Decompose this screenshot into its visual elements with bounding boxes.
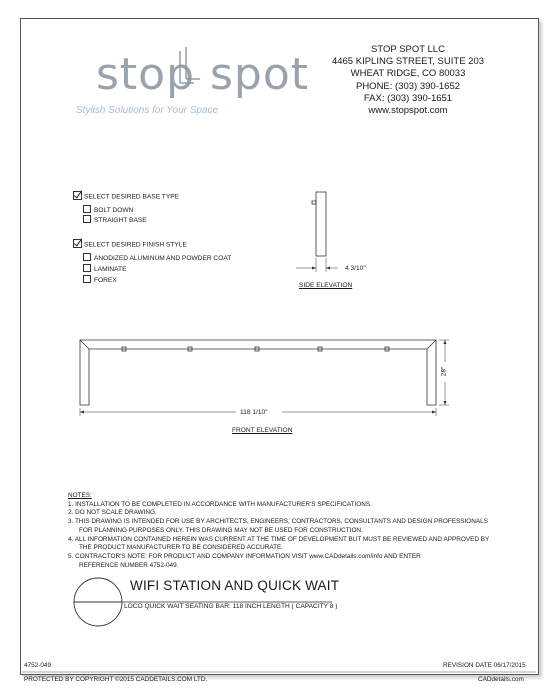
drawing-title: WIFI STATION AND QUICK WAIT bbox=[130, 578, 340, 593]
company-name: STOP SPOT LLC bbox=[371, 44, 445, 55]
drawing-subtitle: LOCO QUICK WAIT SEATING BAR: 118 INCH LENGTH ( CAPACITY 8 ) bbox=[124, 603, 338, 610]
front-elevation-caption: FRONT ELEVATION bbox=[232, 427, 293, 434]
logo-wordmark: stop spot bbox=[96, 49, 310, 100]
front-elevation-view bbox=[80, 340, 449, 416]
side-elevation-view bbox=[296, 192, 338, 272]
side-elevation-bracket bbox=[312, 201, 316, 204]
seating-bar-frame bbox=[80, 340, 436, 405]
finish-option-anodized[interactable]: ANODIZED ALUMINUM AND POWDER COAT bbox=[83, 254, 231, 262]
finish-style-header[interactable]: SELECT DESIRED FINISH STYLE bbox=[73, 240, 187, 249]
note-line: FOR PLANNING PURPOSES ONLY. THIS DRAWING MAY NOT BE USED FOR CONSTRUCTION. bbox=[79, 526, 363, 534]
side-elevation-caption: SIDE ELEVATION bbox=[299, 282, 353, 289]
company-address-line1: 4465 KIPLING STREET, SUITE 203 bbox=[331, 56, 485, 68]
caddetails-link[interactable]: CADdetails.com bbox=[478, 676, 524, 683]
notes-header: NOTES: bbox=[68, 492, 92, 499]
finish-option-laminate[interactable]: LAMINATE bbox=[83, 265, 127, 273]
notes-block bbox=[68, 492, 518, 570]
company-website: www.stopspot.com bbox=[368, 105, 448, 117]
company-fax: FAX: (303) 390-1651 bbox=[363, 92, 453, 104]
note-line: 2. DO NOT SCALE DRAWING. bbox=[68, 509, 157, 517]
base-type-header[interactable]: SELECT DESIRED BASE TYPE bbox=[73, 192, 179, 201]
revision-date: REVISION DATE 06/17/2015 bbox=[443, 662, 526, 669]
base-type-option-bolt-down[interactable]: BOLT DOWN bbox=[83, 206, 133, 214]
note-line: 3. THIS DRAWING IS INTENDED FOR USE BY ARCHITECTS, ENGINEERS, CONTRACTORS, CONSULTANTS AND DESIGN PROFESSIONALS bbox=[68, 518, 488, 526]
logo-tagline: Stylish Solutions for Your Space bbox=[76, 105, 219, 116]
side-elevation-dimension: 4 3/10" bbox=[345, 265, 366, 272]
note-line: 5. CONTRACTOR'S NOTE: FOR PRODUCT AND COMPANY INFORMATION VISIT www.CADdetails.com/info AND ENTER bbox=[68, 552, 421, 560]
drawing-number: 4752-049 bbox=[24, 662, 52, 669]
front-height-dimension: 28" bbox=[440, 366, 448, 377]
finish-option-forex[interactable]: FOREX bbox=[83, 276, 117, 284]
company-phone: PHONE: (303) 390-1652 bbox=[355, 80, 461, 92]
side-elevation-body bbox=[316, 192, 326, 256]
note-line: 4. ALL INFORMATION CONTAINED HEREIN WAS CURRENT AT THE TIME OF DEVELOPMENT BUT MUST BE REVIEWED AND APPROVED BY bbox=[68, 535, 490, 543]
front-width-dimension: 118 1/10" bbox=[240, 409, 268, 416]
base-type-option-straight-base[interactable]: STRAIGHT BASE bbox=[83, 216, 147, 224]
note-line: 1. INSTALLATION TO BE COMPLETED IN ACCORDANCE WITH MANUFACTURER'S SPECIFICATIONS. bbox=[68, 500, 372, 508]
company-address-line2: WHEAT RIDGE, CO 80033 bbox=[350, 68, 466, 80]
copyright-notice: PROTECTED BY COPYRIGHT ©2015 CADDETAILS.COM LTD. bbox=[24, 676, 208, 683]
note-line: THE PRODUCT MANUFACTURER TO BE CONSIDERED ACCURATE. bbox=[79, 544, 284, 552]
note-line: REFERENCE NUMBER 4752-049. bbox=[79, 561, 179, 569]
